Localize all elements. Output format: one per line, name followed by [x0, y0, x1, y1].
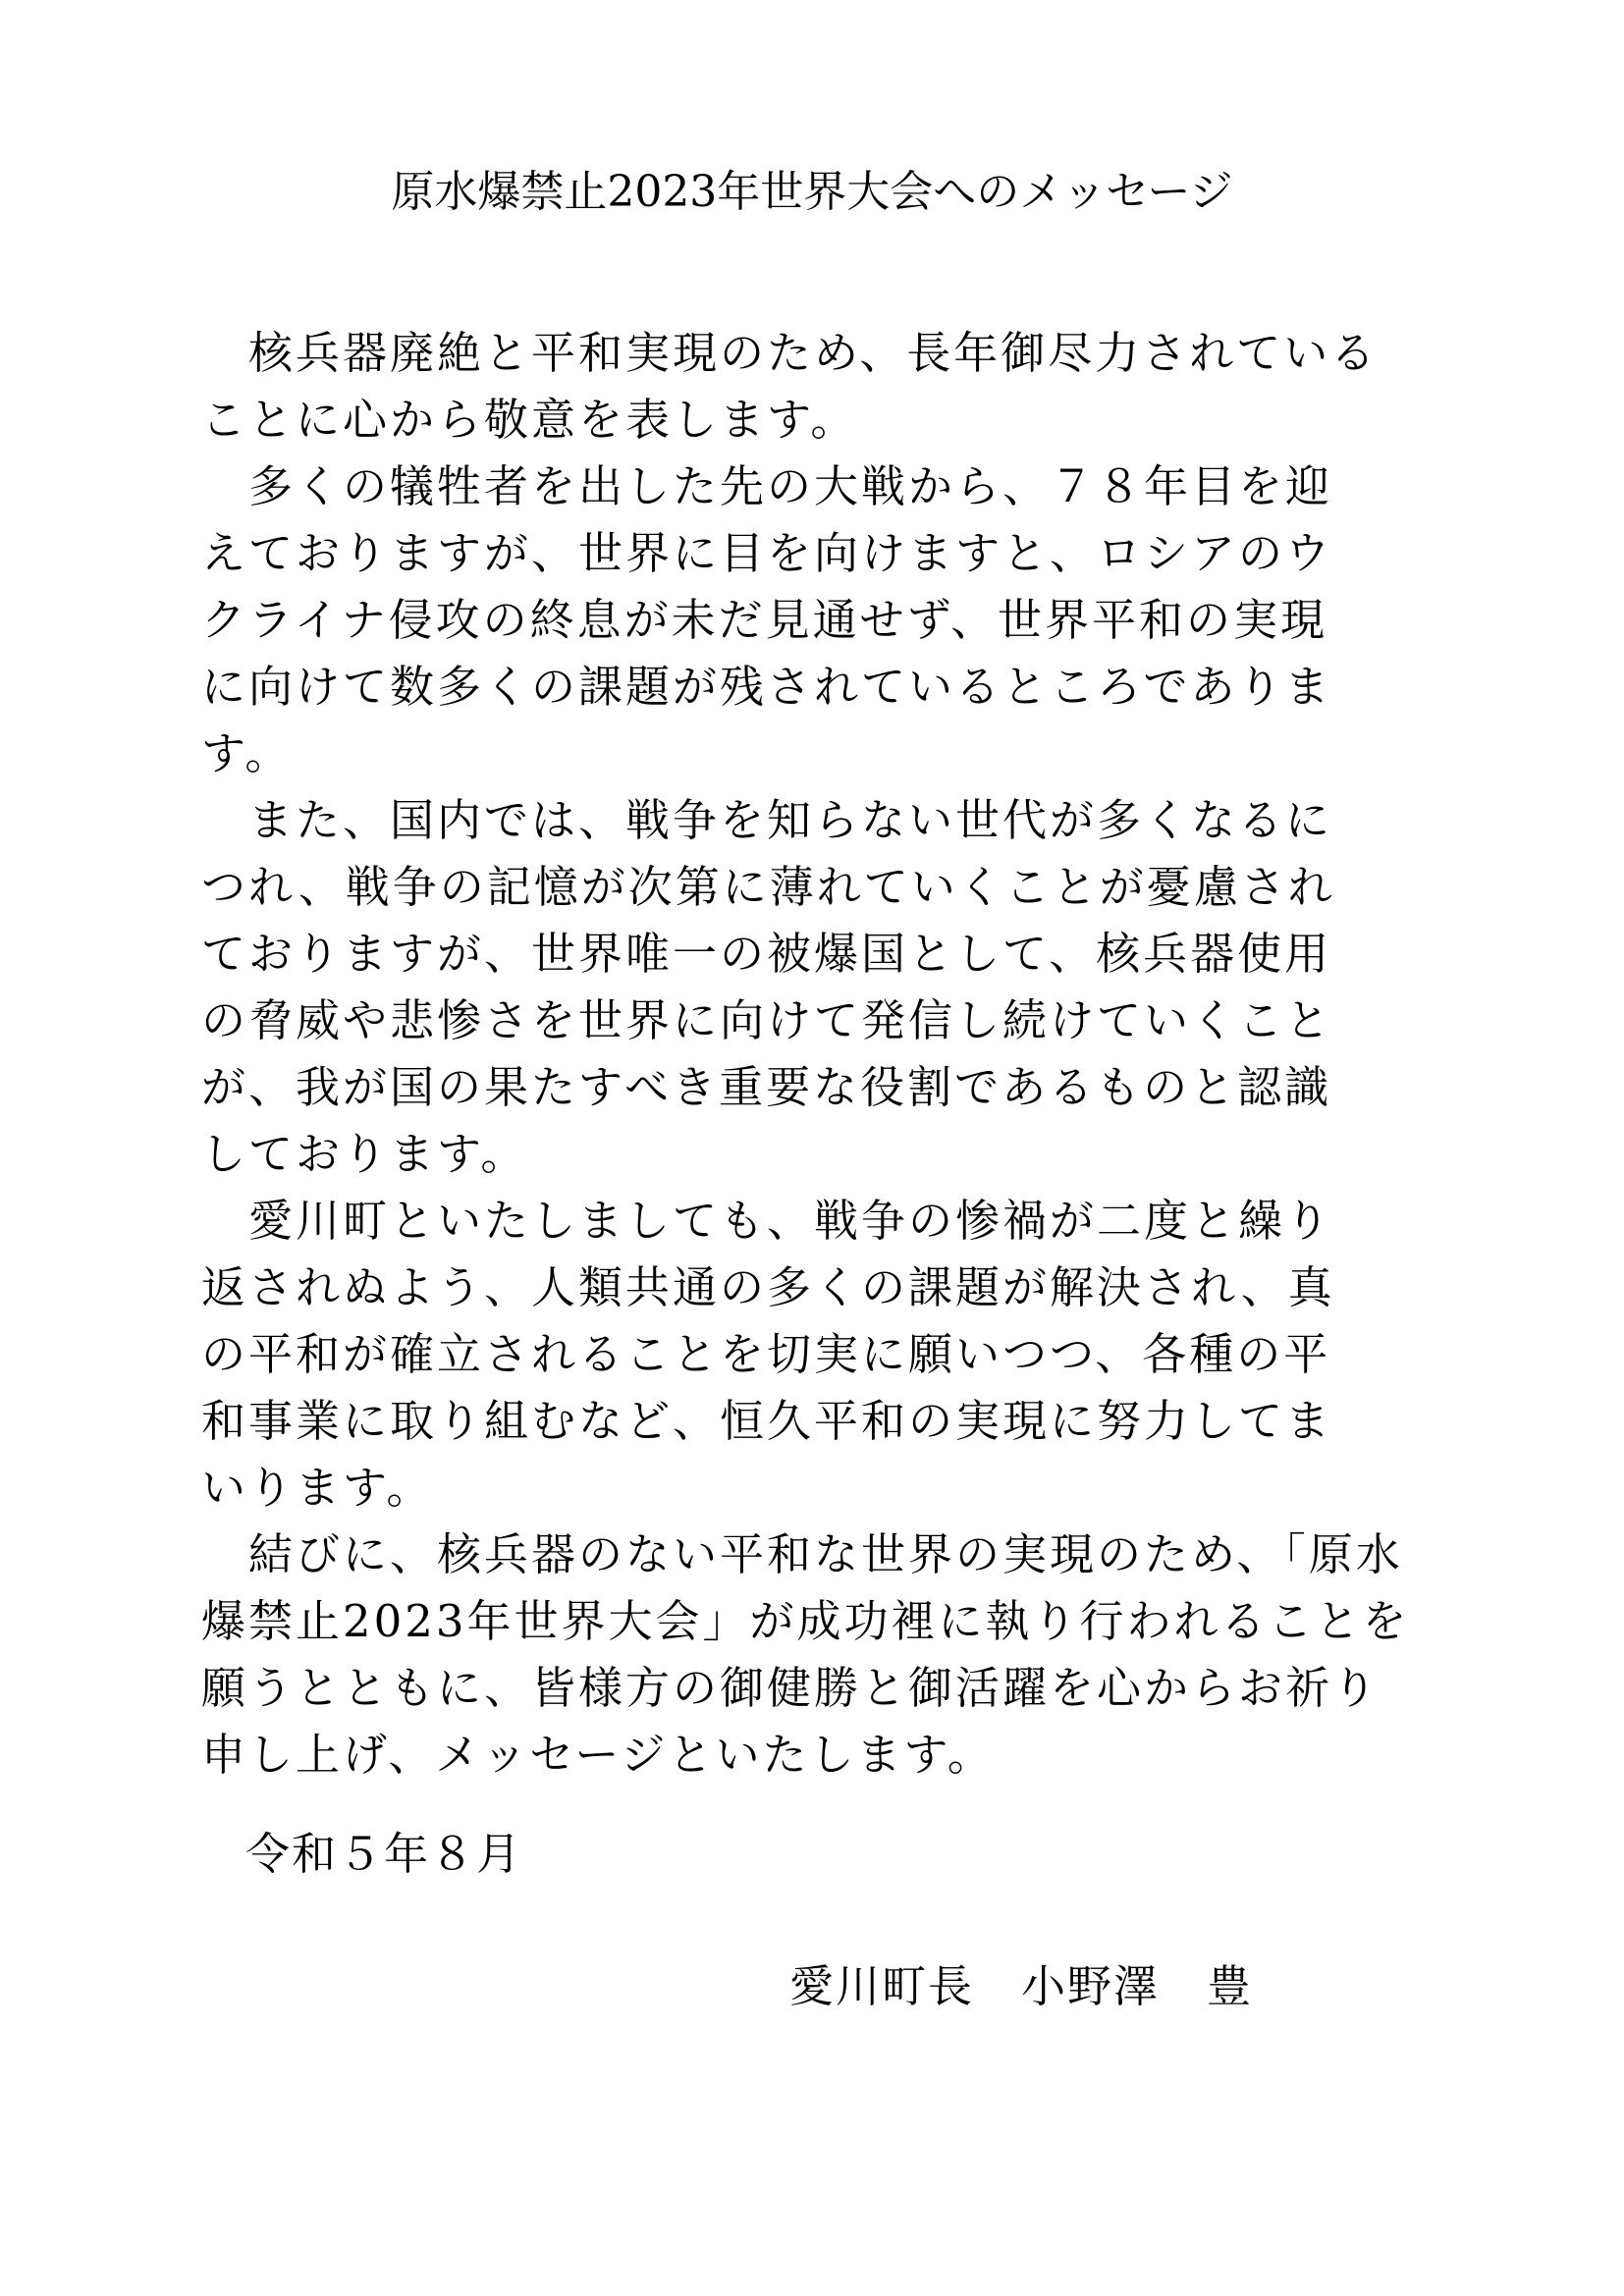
body-line: えておりますが、世界に目を向けますと、ロシアのウ	[201, 527, 1333, 579]
body-line: クライナ侵攻の終息が未だ見通せず、世界平和の実現	[201, 594, 1328, 646]
body-line: が、我が国の果たすべき重要な役割であるものと認識	[201, 1061, 1332, 1113]
body-line: の平和が確立されることを切実に願いつつ、各種の平	[201, 1328, 1331, 1380]
body-line: つれ、戦争の記憶が次第に薄れていくことが憂慮され	[201, 861, 1335, 913]
body-line: ておりますが、世界唯一の被爆国として、核兵器使用	[201, 928, 1332, 980]
body-line: しております。	[201, 1128, 528, 1180]
signature-block	[789, 1953, 1253, 2020]
body-line: 願うとともに、皆様方の御健勝と御活躍を心からお祈り	[201, 1662, 1380, 1714]
body-line: 多くの犠牲者を出した先の大戦から、７８年目を迎	[201, 460, 1333, 512]
body-line: ことに心から敬意を表します。	[201, 394, 858, 446]
body-line: 和事業に取り組むなど、恒久平和の実現に努力してま	[201, 1395, 1333, 1447]
body-line: 申し上げ、メッセージといたします。	[201, 1729, 995, 1781]
body-line: 愛川町といたしましても、戦争の惨禍が二度と繰り	[201, 1195, 1333, 1247]
document-date: 令和５年８月	[245, 1828, 523, 1880]
document-title: 原水爆禁止2023年世界大会へのメッセージ	[391, 167, 1233, 217]
signer-family-name: 小野澤	[1021, 1960, 1161, 2012]
body-line: 返されぬよう、人類共通の多くの課題が解決され、真	[201, 1261, 1335, 1313]
signer-position: 愛川町長	[789, 1960, 975, 2012]
body-line: また、国内では、戦争を知らない世代が多くなるに	[201, 794, 1333, 846]
body-line: に向けて数多くの課題が残されているところでありま	[201, 661, 1332, 713]
body-line: 核兵器廃絶と平和実現のため、長年御尽力されている	[201, 327, 1379, 379]
body-line: の脅威や悲惨さを世界に向けて発信し続けていくこと	[201, 994, 1333, 1046]
body-line: 結びに、核兵器のない平和な世界の実現のため、「原水	[201, 1528, 1403, 1580]
body-line: す。	[201, 727, 293, 779]
body-line: いります。	[201, 1462, 434, 1514]
body-line: 爆禁止2023年世界大会」が成功裡に執り行われることを	[201, 1595, 1410, 1647]
message-body	[201, 320, 1429, 1789]
signer-given-name: 豊	[1207, 1960, 1254, 2012]
